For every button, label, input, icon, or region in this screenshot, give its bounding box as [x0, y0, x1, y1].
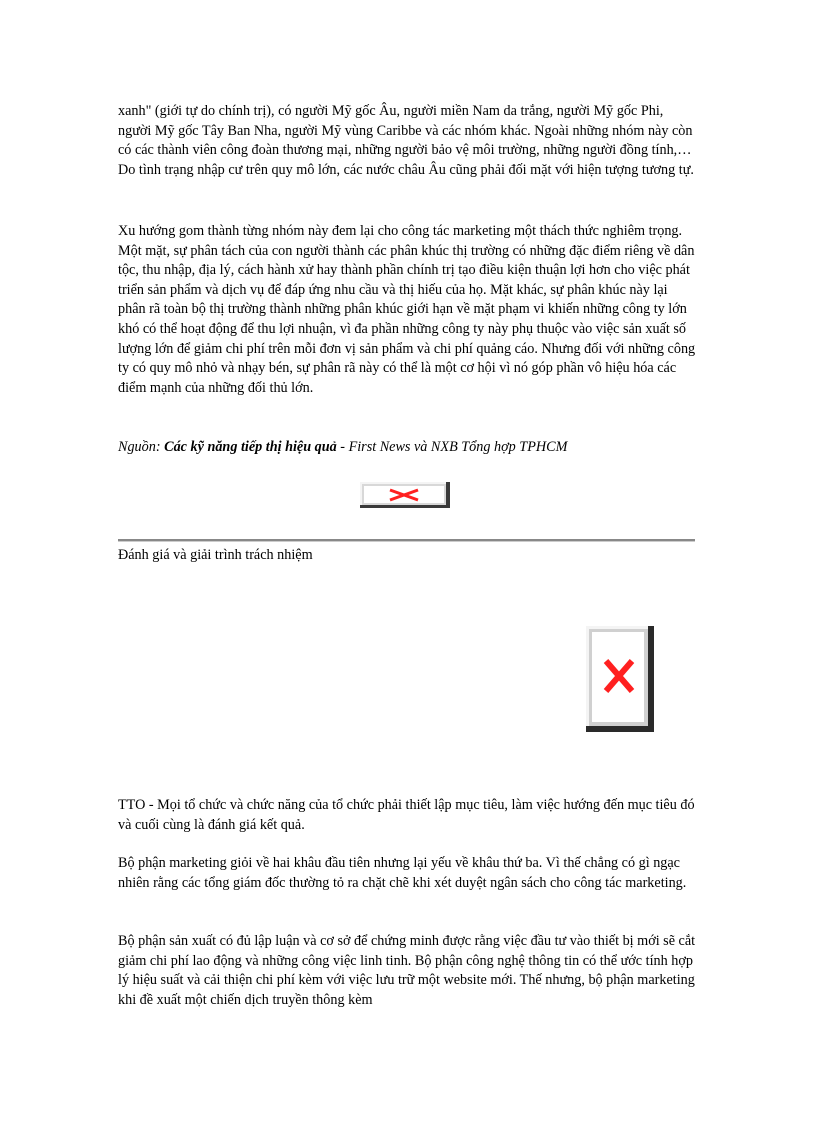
paragraph-marketing-weakness: Bộ phận marketing giỏi về hai khâu đầu tiên nhưng lại yếu về khâu thứ ba. Vì thế chẳng có gì ngạc nhiên rằng các tổng giám đốc thường tỏ ra chặt chẽ khi xét duyệt ngân sách cho công tác marketing.	[118, 855, 687, 891]
source-citation	[118, 438, 567, 458]
broken-image-icon	[586, 626, 654, 732]
broken-image-small	[360, 482, 450, 508]
paragraph-segmentation-trend: Xu hướng gom thành từng nhóm này đem lại cho công tác marketing một thách thức nghiêm trọng. Một mặt, sự phân tách của con người thành các phân khúc thị trường có những đặc điểm riêng về dân tộc, thu nhập, địa lý, cách hành xử hay thành phần chính trị tạo điều kiện thuận lợi hơn cho việc phát triển sản phẩm và dịch vụ để đáp ứng nhu cầu và thị hiếu của họ. Mặt khác, sự phân khúc này lại phân rã toàn bộ thị trường thành những phân khúc giới hạn về mặt phạm vi khiến những công ty lớn khó có thể hoạt động để thu lợi nhuận, vì đa phần những công ty này phụ thuộc vào việc sản xuất số lượng lớn để giảm chi phí trên mỗi đơn vị sản phẩm và chi phí quảng cáo. Nhưng đối với những công ty có quy mô nhỏ và nhạy bén, sự phân rã này có thể là một cơ hội vì nó góp phần vô hiệu hóa các điểm mạnh của những đối thủ lớn.	[118, 223, 696, 396]
source-prefix: Nguồn:	[118, 439, 165, 455]
horizontal-divider	[118, 539, 695, 542]
source-book-title: Các kỹ năng tiếp thị hiệu quả	[164, 439, 337, 455]
paragraph-production-it: Bộ phận sản xuất có đủ lập luận và cơ sở để chứng minh được rằng việc đầu tư vào thiết bị mới sẽ cắt giảm chi phí lao động và những công việc linh tinh. Bộ phận công nghệ thông tin có thể ước tính hợp lý hiệu suất và cải thiện chi phí kèm với việc lưu trữ một website mới. Thế nhưng, bộ phận marketing khi đề xuất một chiến dịch truyền thông kèm	[118, 933, 696, 1008]
paragraph-intro-continued: xanh" (giới tự do chính trị), có người Mỹ gốc Âu, người miền Nam da trắng, người Mỹ gốc Phi, người Mỹ gốc Tây Ban Nha, người Mỹ vùng Caribbe và các nhóm khác. Ngoài những nhóm này còn có các thành viên công đoàn thương mại, những người bảo vệ môi trường, những người đồng tính,… Do tình trạng nhập cư trên quy mô lớn, các nước châu Âu cũng phải đối mặt với hiện tượng tương tự.	[118, 103, 694, 178]
paragraph-tto-lead: TTO - Mọi tổ chức và chức năng của tổ chức phải thiết lập mục tiêu, làm việc hướng đến mục tiêu đó và cuối cùng là đánh giá kết quả.	[118, 797, 695, 833]
source-publisher: - First News và NXB Tổng hợp TPHCM	[336, 439, 568, 455]
broken-image-icon	[360, 482, 450, 508]
broken-image-large	[586, 626, 654, 732]
article-title: Đánh giá và giải trình trách nhiệm	[118, 547, 313, 563]
